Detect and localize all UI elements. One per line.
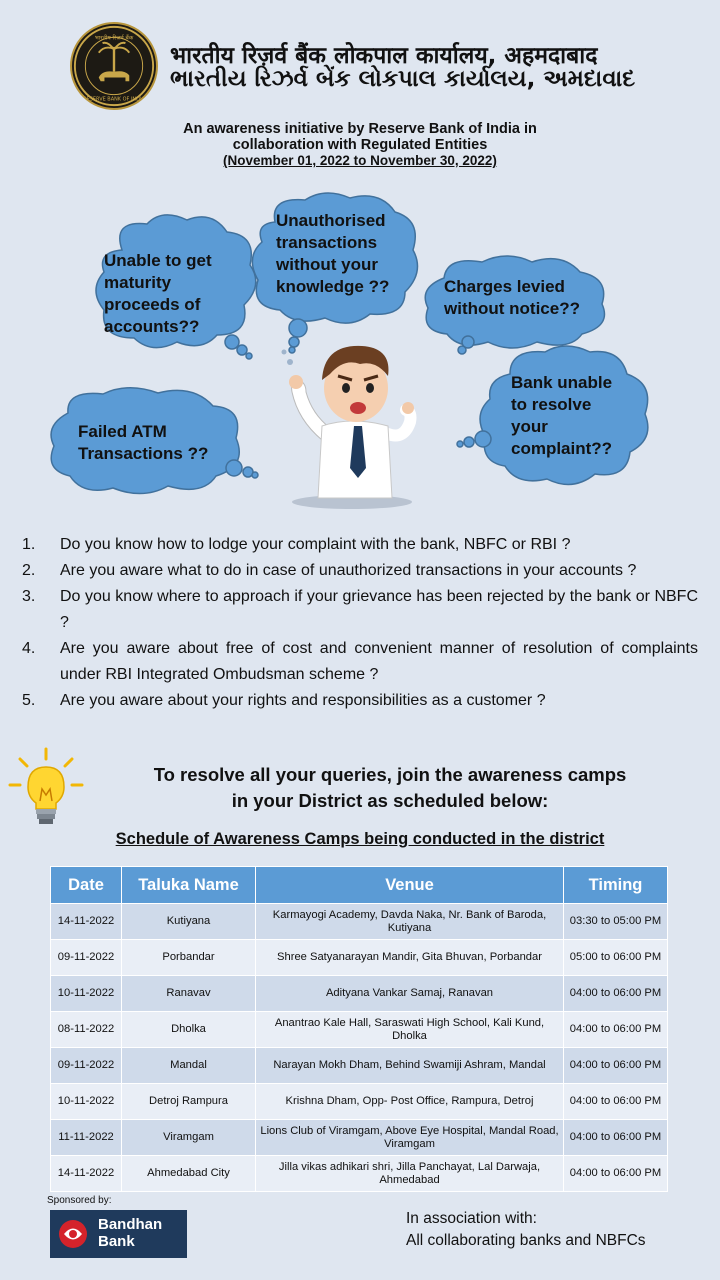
sponsored-label: Sponsored by: — [47, 1195, 112, 1206]
cloud-resolve-line1: Bank unable — [511, 373, 613, 392]
question-item — [22, 532, 698, 558]
subtitle-dates: (November 01, 2022 to November 30, 2022) — [223, 153, 497, 168]
cloud-maturity-line1: Unable to get — [104, 251, 212, 270]
cloud-charges — [422, 256, 610, 356]
cloud-maturity — [92, 210, 262, 360]
table-row — [51, 1156, 668, 1192]
cell-timing: 04:00 to 06:00 PM — [564, 1156, 668, 1192]
cloud-unauthorised-line1: Unauthorised — [276, 211, 386, 230]
cloud-unauthorised — [250, 192, 420, 352]
cell-date: 10-11-2022 — [51, 976, 122, 1012]
cell-date: 14-11-2022 — [51, 1156, 122, 1192]
question-text: Do you know where to approach if your grievance has been rejected by the bank or NBFC ? — [60, 588, 698, 631]
cell-taluka: Detroj Rampura — [122, 1084, 256, 1120]
cell-date: 10-11-2022 — [51, 1084, 122, 1120]
question-text: Are you aware about free of cost and convenient manner of resolution of complaints under RBI Integrated Ombudsman scheme ? — [60, 640, 698, 683]
header-timing: Timing — [564, 867, 668, 904]
cta-message — [90, 762, 690, 814]
cell-taluka: Dholka — [122, 1012, 256, 1048]
rbi-logo — [70, 22, 158, 110]
table-row — [51, 976, 668, 1012]
cloud-resolve-line3: your — [511, 417, 548, 436]
subtitle-line1: An awareness initiative by Reserve Bank of India in — [183, 121, 537, 137]
cell-date: 08-11-2022 — [51, 1012, 122, 1048]
sponsor-line1: Bandhan — [98, 1216, 163, 1233]
cloud-maturity-line2: maturity — [104, 273, 172, 292]
cloud-resolve-line4: complaint?? — [511, 439, 613, 458]
header-taluka: Taluka Name — [122, 867, 256, 904]
cloud-maturity-line4: accounts?? — [104, 317, 200, 336]
logo-text: RESERVE BANK OF INDIA — [83, 96, 145, 103]
sponsor-line2: Bank — [98, 1233, 135, 1250]
table-row — [51, 904, 668, 940]
cell-taluka: Kutiyana — [122, 904, 256, 940]
cell-venue: Lions Club of Viramgam, Above Eye Hospital, Mandal Road, Viramgam — [256, 1120, 564, 1156]
cell-taluka: Porbandar — [122, 940, 256, 976]
title-gujarati: ભારતીય રિઝર્વ બેંક લોકપાલ કાર્યાલય, અમદાવાદ — [170, 66, 636, 92]
cell-timing: 04:00 to 06:00 PM — [564, 1084, 668, 1120]
cta-line1: To resolve all your queries, join the awareness camps — [153, 764, 627, 785]
question-item — [22, 688, 698, 714]
bandhan-bank-name — [98, 1216, 162, 1250]
question-text: Are you aware about your rights and responsibilities as a customer ? — [60, 692, 546, 709]
cell-taluka: Ranavav — [122, 976, 256, 1012]
question-number: 2. — [22, 562, 36, 579]
bandhan-logo-icon — [58, 1219, 88, 1249]
cloud-resolve — [455, 344, 655, 494]
cta-line2: in your District as scheduled below: — [231, 790, 549, 811]
cloud-resolve-line2: to resolve — [511, 395, 592, 414]
cell-date: 09-11-2022 — [51, 940, 122, 976]
cell-venue: Adityana Vankar Samaj, Ranavan — [256, 976, 564, 1012]
association-note — [406, 1208, 646, 1252]
cell-venue: Shree Satyanarayan Mandir, Gita Bhuvan, Porbandar — [256, 940, 564, 976]
cell-taluka: Viramgam — [122, 1120, 256, 1156]
cloud-atm-line1: Failed ATM — [78, 422, 167, 441]
cell-timing: 04:00 to 06:00 PM — [564, 976, 668, 1012]
question-number: 1. — [22, 536, 36, 553]
table-row — [51, 940, 668, 976]
schedule-title: Schedule of Awareness Camps being conducted in the district — [115, 830, 605, 848]
question-number: 5. — [22, 692, 36, 709]
table-row — [51, 1084, 668, 1120]
cell-date: 09-11-2022 — [51, 1048, 122, 1084]
cloud-charges-line1: Charges levied — [444, 277, 565, 296]
cell-venue: Anantrao Kale Hall, Saraswati High School, Kali Kund, Dholka — [256, 1012, 564, 1048]
cloud-atm — [48, 388, 258, 500]
cell-venue: Karmayogi Academy, Davda Naka, Nr. Bank of Baroda, Kutiyana — [256, 904, 564, 940]
cloud-charges-line2: without notice?? — [444, 299, 580, 318]
question-number: 4. — [22, 640, 36, 657]
association-line1: In association with: — [406, 1210, 537, 1227]
association-line2: All collaborating banks and NBFCs — [406, 1232, 646, 1249]
cell-timing: 05:00 to 06:00 PM — [564, 940, 668, 976]
schedule-table — [50, 866, 668, 1192]
question-item — [22, 584, 698, 636]
table-header-row — [51, 867, 668, 904]
cell-venue: Jilla vikas adhikari shri, Jilla Panchayat, Lal Darwaja, Ahmedabad — [256, 1156, 564, 1192]
header-date: Date — [51, 867, 122, 904]
logo-hindi-text: भारतीय रिज़र्व बैंक — [94, 35, 134, 42]
cell-timing: 04:00 to 06:00 PM — [564, 1120, 668, 1156]
bandhan-bank-logo — [50, 1210, 187, 1258]
table-row — [51, 1120, 668, 1156]
lightbulb-icon — [6, 745, 86, 831]
cloud-unauthorised-line2: transactions — [276, 233, 378, 252]
table-row — [51, 1012, 668, 1048]
cell-date: 11-11-2022 — [51, 1120, 122, 1156]
table-row — [51, 1048, 668, 1084]
subtitle — [0, 121, 720, 169]
cell-venue: Krishna Dham, Opp- Post Office, Rampura, Detroj — [256, 1084, 564, 1120]
subtitle-line2: collaboration with Regulated Entities — [232, 137, 488, 153]
cell-timing: 04:00 to 06:00 PM — [564, 1012, 668, 1048]
confused-man-illustration — [270, 330, 430, 510]
question-text: Do you know how to lodge your complaint with the bank, NBFC or RBI ? — [60, 536, 571, 553]
question-text: Are you aware what to do in case of unauthorized transactions in your accounts ? — [60, 562, 637, 579]
cloud-unauthorised-line4: knowledge ?? — [276, 277, 390, 296]
cloud-unauthorised-line3: without your — [276, 255, 378, 274]
cell-taluka: Ahmedabad City — [122, 1156, 256, 1192]
title-hindi: भारतीय रिज़र्व बैंक लोकपाल कार्यालय, अहमदाबाद — [170, 43, 598, 69]
cell-taluka: Mandal — [122, 1048, 256, 1084]
questions-list — [22, 532, 698, 714]
question-item — [22, 558, 698, 584]
cloud-maturity-line3: proceeds of — [104, 295, 201, 314]
cloud-atm-line2: Transactions ?? — [78, 444, 209, 463]
question-number: 3. — [22, 588, 36, 605]
cell-timing: 03:30 to 05:00 PM — [564, 904, 668, 940]
cell-timing: 04:00 to 06:00 PM — [564, 1048, 668, 1084]
cell-date: 14-11-2022 — [51, 904, 122, 940]
question-item — [22, 636, 698, 688]
header-venue: Venue — [256, 867, 564, 904]
cell-venue: Narayan Mokh Dham, Behind Swamiji Ashram, Mandal — [256, 1048, 564, 1084]
